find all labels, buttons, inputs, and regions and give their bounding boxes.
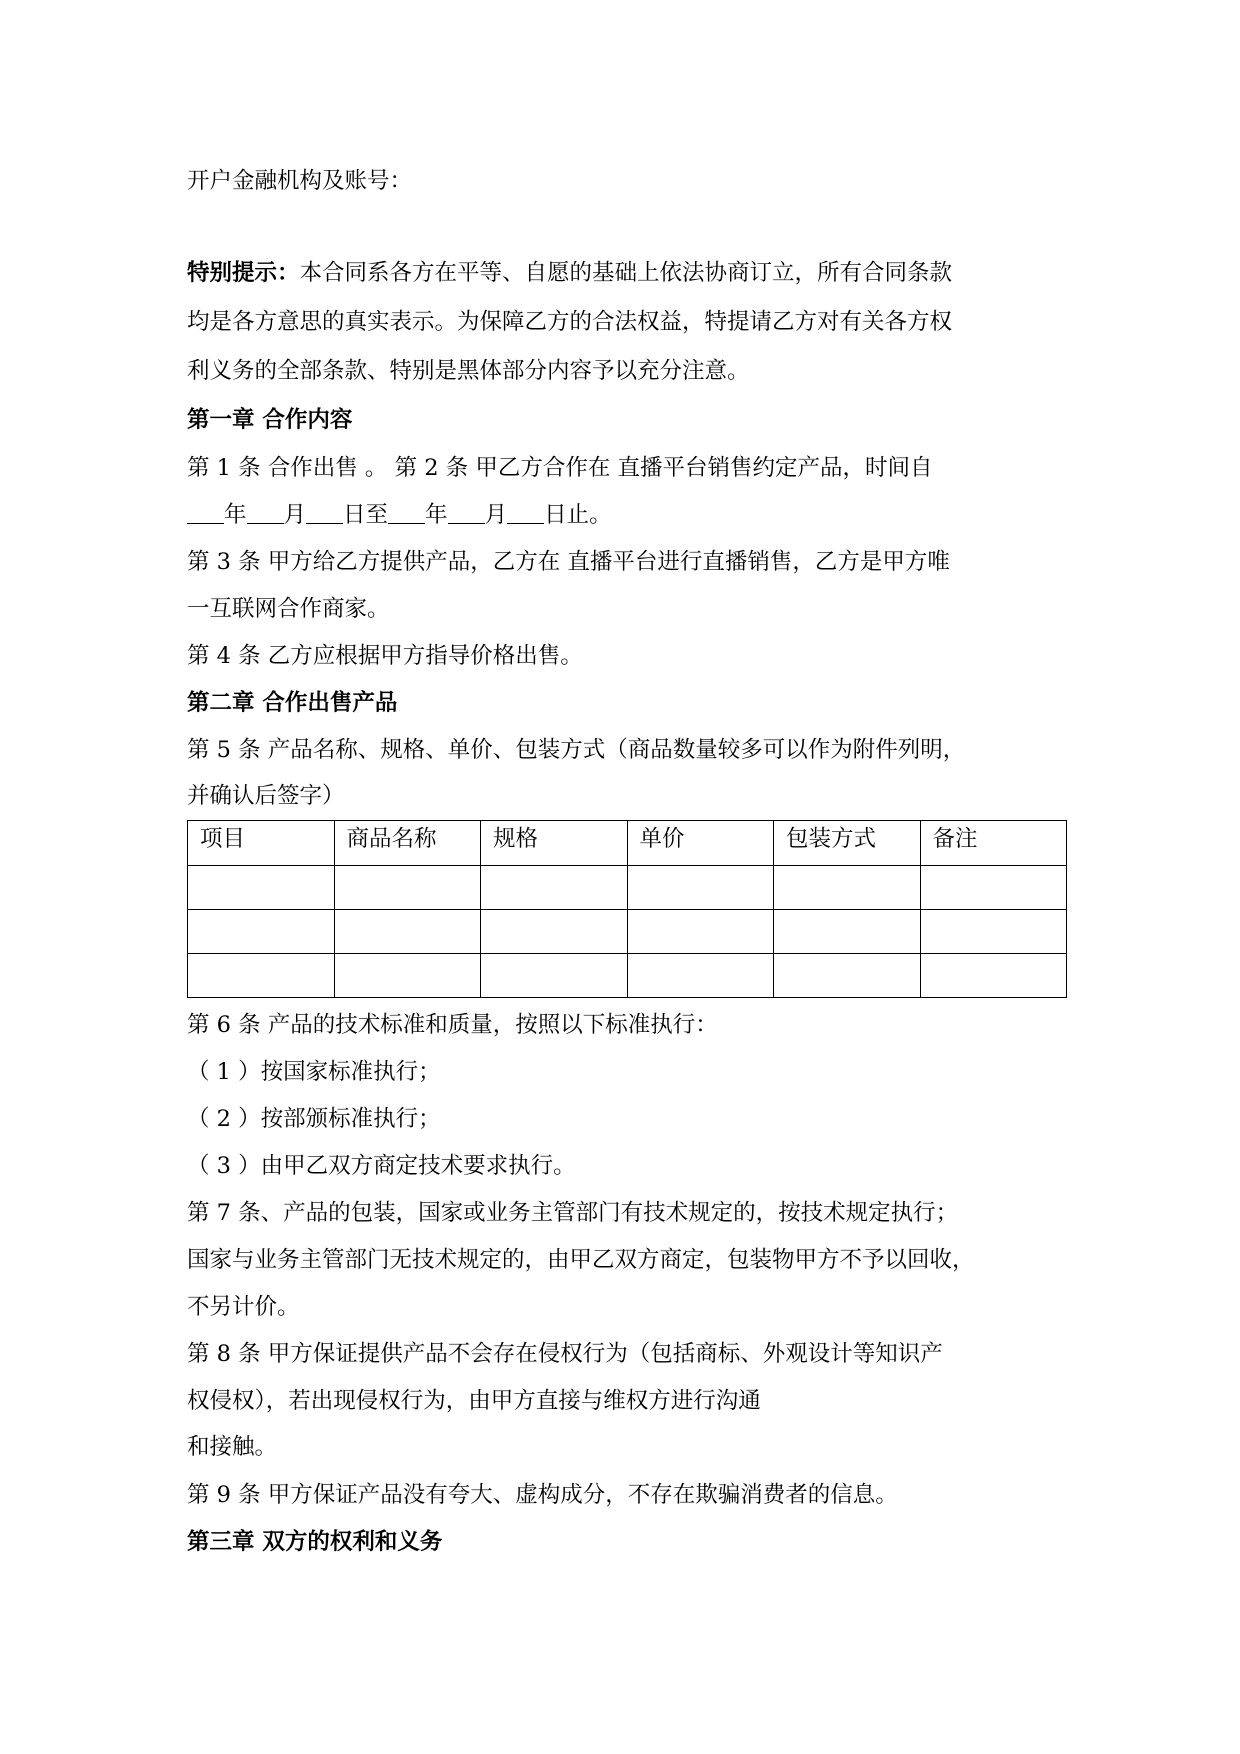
header-cell: 项目 bbox=[188, 821, 335, 866]
chapter-1-heading: 第一章 合作内容 bbox=[187, 407, 353, 433]
table-cell bbox=[627, 866, 774, 910]
special-notice-line-2: 均是各方意思的真实表示。为保障乙方的合法权益，特提请乙方对有关各方权 bbox=[187, 309, 953, 335]
table-cell bbox=[188, 866, 335, 910]
chapter-2-heading: 第二章 合作出售产品 bbox=[187, 690, 398, 716]
day-blank bbox=[306, 501, 343, 524]
header-cell: 单价 bbox=[627, 821, 774, 866]
article-6-item-1: （ 1 ）按国家标准执行； bbox=[187, 1059, 441, 1085]
table-cell bbox=[774, 866, 921, 910]
table-cell bbox=[481, 954, 628, 998]
table-cell bbox=[920, 910, 1067, 954]
table-cell bbox=[920, 866, 1067, 910]
article-8-line-2: 权侵权），若出现侵权行为，由甲方直接与维权方进行沟通 bbox=[187, 1388, 761, 1414]
year-blank bbox=[187, 501, 224, 524]
special-notice-line-3: 利义务的全部条款、特别是黑体部分内容予以充分注意。 bbox=[187, 358, 750, 384]
chapter-3-heading: 第三章 双方的权利和义务 bbox=[187, 1529, 443, 1555]
year-label: 年 bbox=[224, 502, 247, 528]
bank-account-line: 开户金融机构及账号： bbox=[187, 168, 413, 194]
table-cell bbox=[188, 910, 335, 954]
article-9: 第 9 条 甲方保证产品没有夸大、虚构成分，不存在欺骗消费者的信息。 bbox=[187, 1482, 898, 1508]
table-row bbox=[188, 910, 1067, 954]
article-5-line-2: 并确认后签字） bbox=[187, 783, 345, 809]
end-month-label: 月 bbox=[484, 502, 508, 528]
end-day-blank bbox=[507, 501, 544, 524]
day-to-label: 日至 bbox=[343, 502, 389, 528]
table-cell bbox=[334, 910, 481, 954]
end-month-blank bbox=[448, 501, 485, 524]
special-notice-label: 特别提示： bbox=[187, 260, 300, 286]
table-cell bbox=[627, 910, 774, 954]
header-cell: 包装方式 bbox=[774, 821, 921, 866]
article-3-line-2: 一互联网合作商家。 bbox=[187, 596, 390, 622]
table-row bbox=[188, 866, 1067, 910]
table-cell bbox=[481, 866, 628, 910]
article-5-line-1: 第 5 条 产品名称、规格、单价、包装方式（商品数量较多可以作为附件列明， bbox=[187, 737, 966, 763]
article-4: 第 4 条 乙方应根据甲方指导价格出售。 bbox=[187, 643, 583, 669]
article-6: 第 6 条 产品的技术标准和质量，按照以下标准执行： bbox=[187, 1012, 718, 1038]
end-day-label: 日止。 bbox=[544, 502, 612, 528]
header-cell: 备注 bbox=[920, 821, 1067, 866]
table-cell bbox=[188, 954, 335, 998]
table-cell bbox=[627, 954, 774, 998]
table-cell bbox=[920, 954, 1067, 998]
table-cell bbox=[774, 910, 921, 954]
article-6-item-3: （ 3 ）由甲乙双方商定技术要求执行。 bbox=[187, 1153, 576, 1179]
end-year-blank bbox=[388, 501, 425, 524]
table-cell bbox=[481, 910, 628, 954]
table-cell bbox=[774, 954, 921, 998]
header-cell: 规格 bbox=[481, 821, 628, 866]
article-7-line-3: 不另计价。 bbox=[187, 1294, 300, 1320]
article-1-2-line-1: 第 1 条 合作出售 。 第 2 条 甲乙方合作在 直播平台销售约定产品，时间自 bbox=[187, 455, 933, 481]
table-cell bbox=[334, 866, 481, 910]
table-row bbox=[188, 954, 1067, 998]
special-notice-line-1 bbox=[187, 258, 1057, 288]
article-6-item-2: （ 2 ）按部颁标准执行； bbox=[187, 1106, 441, 1132]
product-table bbox=[187, 820, 1067, 998]
month-label: 月 bbox=[283, 502, 307, 528]
end-year-label: 年 bbox=[425, 502, 448, 528]
header-cell: 商品名称 bbox=[334, 821, 481, 866]
article-8-line-1: 第 8 条 甲方保证提供产品不会存在侵权行为（包括商标、外观设计等知识产 bbox=[187, 1341, 943, 1367]
special-notice-text-1: 本合同系各方在平等、自愿的基础上依法协商订立，所有合同条款 bbox=[299, 260, 953, 286]
table-header-row bbox=[188, 821, 1067, 866]
table-cell bbox=[334, 954, 481, 998]
article-3-line-1: 第 3 条 甲方给乙方提供产品，乙方在 直播平台进行直播销售，乙方是甲方唯 bbox=[187, 549, 950, 575]
article-7-line-1: 第 7 条、产品的包装，国家或业务主管部门有技术规定的，按技术规定执行； bbox=[187, 1200, 959, 1226]
month-blank bbox=[247, 501, 284, 524]
article-7-line-2: 国家与业务主管部门无技术规定的，由甲乙双方商定，包装物甲方不予以回收， bbox=[187, 1247, 975, 1273]
article-8-line-3: 和接触。 bbox=[187, 1434, 278, 1460]
article-1-2-date-line bbox=[187, 500, 1057, 530]
